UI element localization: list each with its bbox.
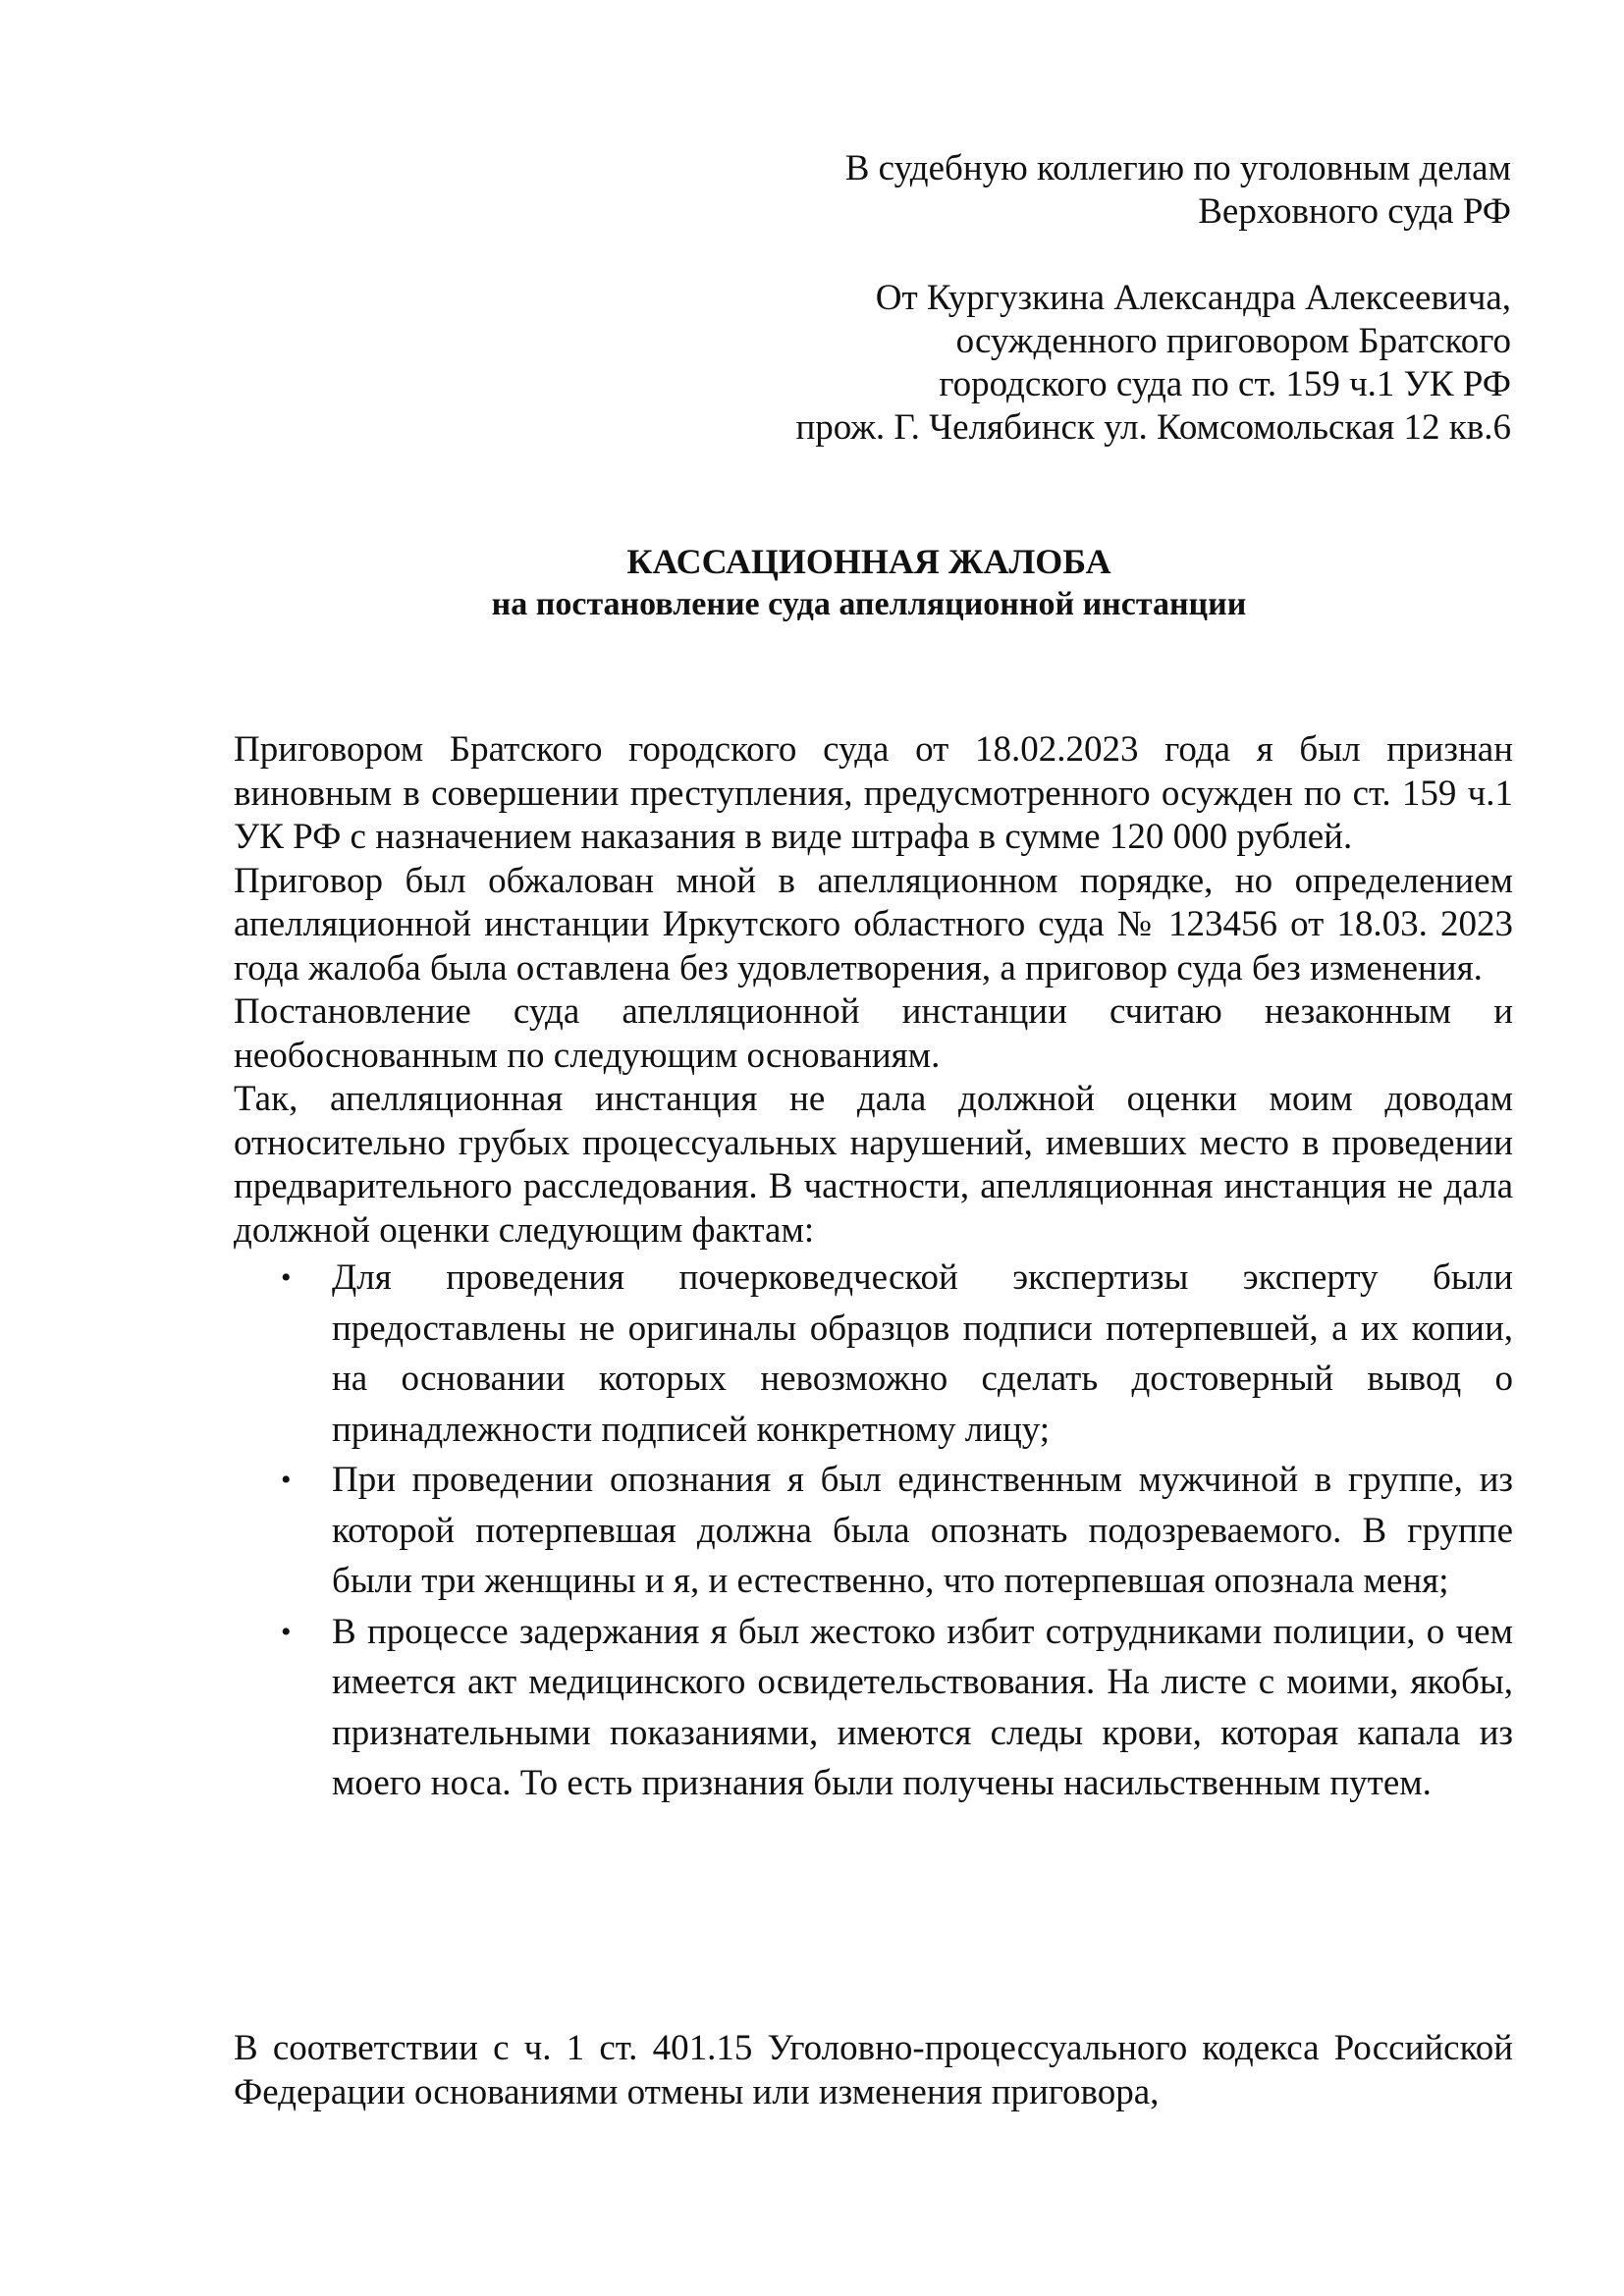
list-item-text: В процессе задержания я был жестоко избит сотрудниками полиции, о чем имеется акт медицинского освидетельствования. На листе с моими, якобы, признательными показаниями, имеются следы крови, которая капала из моего носа. То есть признания были получены насильственным путем. <box>332 1611 1513 1803</box>
document-title-block <box>231 540 1507 626</box>
list-item <box>234 1455 1513 1607</box>
document-subtitle: на постановление суда апелляционной инстанции <box>491 586 1247 622</box>
list-item <box>234 1253 1513 1455</box>
list-item-text: При проведении опознания я был единственным мужчиной в группе, из которой потерпевшая должна была опознать подозреваемого. В группе были три женщины и я, и естественно, что потерпевшая опознала меня; <box>332 1460 1513 1601</box>
paragraph-1: Приговором Братского городского суда от 18.02.2023 года я был признан виновным в совершении преступления, предусмотренного осужден по ст. 159 ч.1 УК РФ с назначением наказания в виде штрафа в сумме 120 000 рублей. <box>234 729 1513 857</box>
sender-address: прож. Г. Челябинск ул. Комсомольская 12 кв.6 <box>795 407 1511 448</box>
sender-line-2: осужденного приговором Братского <box>955 321 1511 361</box>
document-body <box>234 728 1513 1809</box>
list-item-text: Для проведения почерковедческой экспертизы эксперту были предоставлены не оригиналы образцов подписи потерпевшей, а их копии, на основании которых невозможно сделать достоверный вывод о принадлежности подписей конкретному лицу; <box>332 1257 1513 1450</box>
addressee-line-1: В судебную коллегию по уголовным делам <box>844 148 1511 188</box>
list-item <box>234 1607 1513 1809</box>
closing-section <box>234 2027 1513 2114</box>
sender-line-1: От Кургузкина Александра Алексеевича, <box>875 278 1511 318</box>
paragraph-final: В соответствии с ч. 1 ст. 401.15 Уголовно-процессуального кодекса Российской Федерации основаниями отмены или изменения приговора, <box>234 2028 1513 2112</box>
paragraph-2: Приговор был обжалован мной в апелляционном порядке, но определением апелляционной инстанции Иркутского областного суда № 123456 от 18.03. 2023 года жалоба была оставлена без удовлетворения, а приговор суда без изменения. <box>234 860 1513 988</box>
bullet-icon: • <box>281 1464 292 1496</box>
paragraph-3: Постановление суда апелляционной инстанции считаю незаконным и необоснованным по следующим основаниям. <box>234 991 1513 1076</box>
addressee-line-2: Верховного суда РФ <box>1198 191 1511 232</box>
bullet-icon: • <box>281 1615 292 1648</box>
document-title: КАССАЦИОННАЯ ЖАЛОБА <box>626 542 1111 581</box>
addressee-block <box>627 147 1511 450</box>
facts-list <box>234 1253 1513 1809</box>
sender-line-3: городского суда по ст. 159 ч.1 УК РФ <box>939 364 1511 404</box>
paragraph-4: Так, апелляционная инстанция не дала должной оценки моим доводам относительно грубых процессуальных нарушений, имевших место в проведении предварительного расследования. В частности, апелляционная инстанция не дала должной оценки следующим фактам: <box>234 1079 1513 1251</box>
bullet-icon: • <box>281 1261 292 1294</box>
